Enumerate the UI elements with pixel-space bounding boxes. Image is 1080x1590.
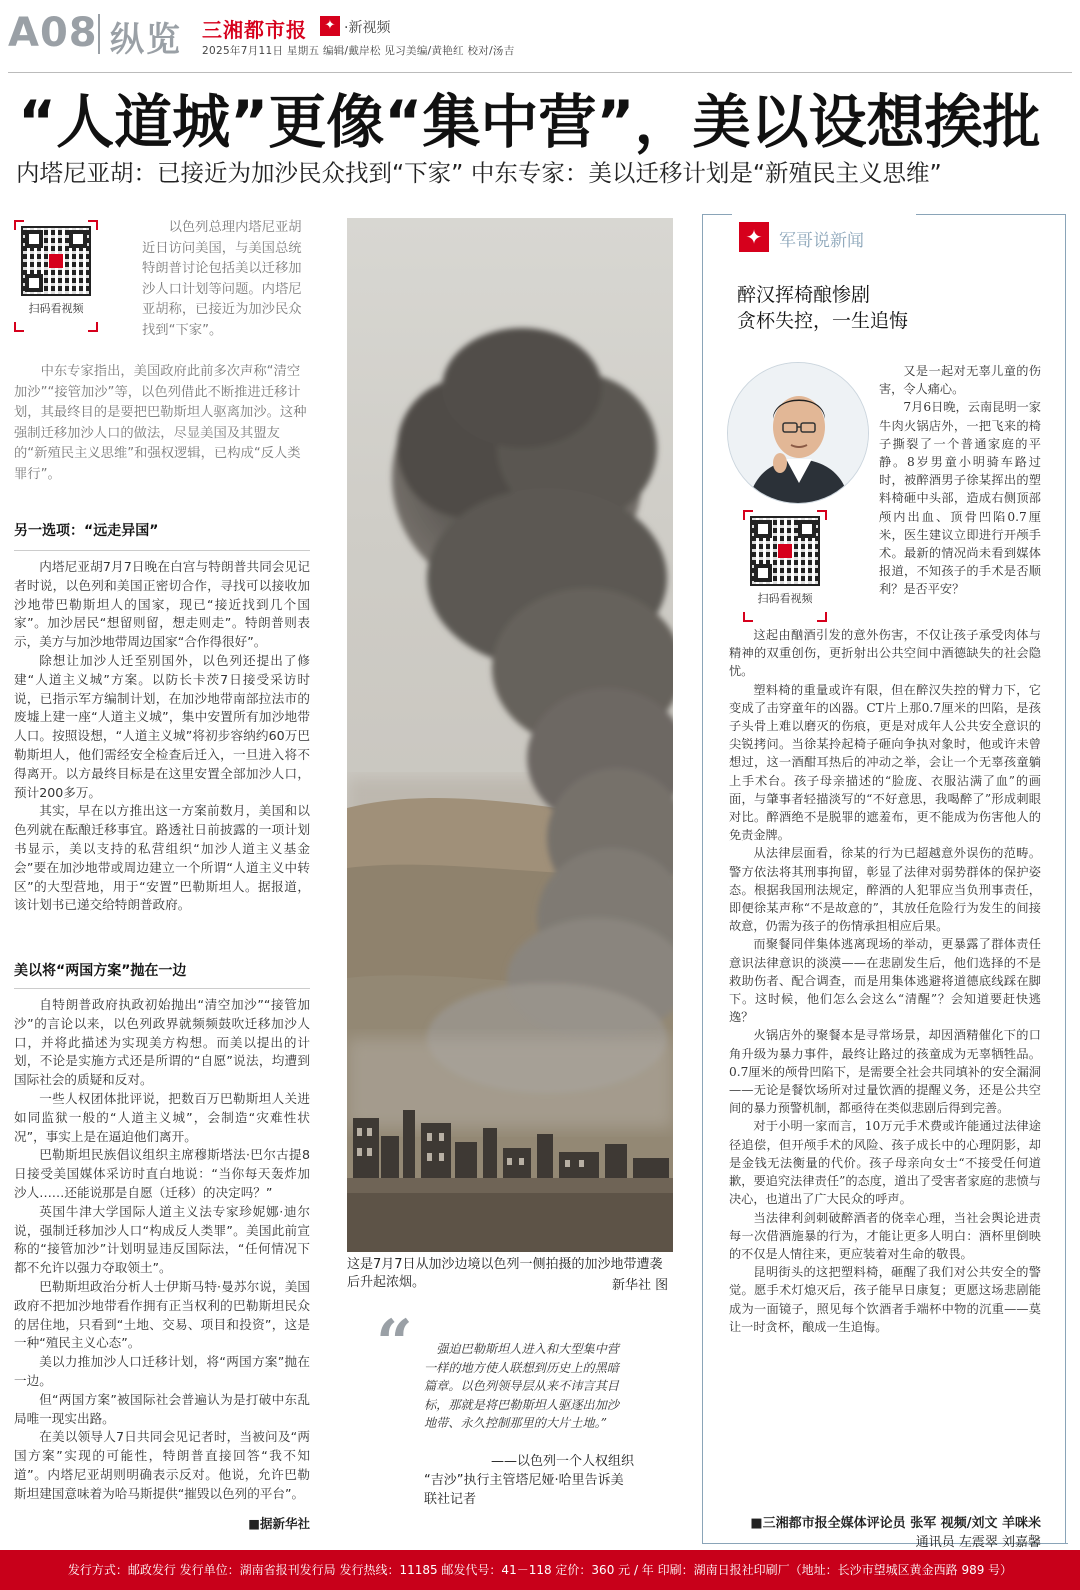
subheadline: 内塔尼亚胡：已接近为加沙民众找到“下家” 中东专家：美以迁移计划是“新殖民主义思维” bbox=[16, 159, 942, 187]
commentary-column bbox=[702, 214, 1066, 1550]
video-logo-icon: ✦ bbox=[320, 16, 340, 36]
paragraph: 7月6日晚，云南昆明一家牛肉火锅店外，一把飞来的椅子撕裂了一个普通家庭的平静。8岁男童小明骑车路过时，被醉酒男子徐某挥出的塑料椅砸中头部，造成右侧顶部颅内出血、顶骨凹陷0.7厘米，医生建议立即进行开颅手术。最新的情况尚未看到媒体报道，不知孩子的手术是否顺利？是否平安？ bbox=[879, 400, 1041, 597]
paragraph: 对于小明一家而言，10万元手术费或许能通过法律途径追偿，但开颅手术的风险、孩子成长中的心理阴影，却是金钱无法衡量的代价。孩子母亲向女士“不接受任何道歉，要追究法律责任”的态度，道出了受害者家庭的悲愤与决心，也道出了广大民众的呼声。 bbox=[729, 1119, 1041, 1207]
quote-mark-icon: “ bbox=[376, 1306, 413, 1381]
masthead-divider bbox=[98, 14, 100, 54]
masthead-rule bbox=[8, 72, 1072, 73]
pull-quote: 强迫巴勒斯坦人进入和大型集中营一样的地方使人联想到历史上的黑暗篇章。以色列领导层从来不讳言其目标，那就是将巴勒斯坦人驱逐出加沙地带、永久控制那里的大片土地。” bbox=[424, 1342, 619, 1431]
qr-code-block[interactable] bbox=[14, 220, 98, 332]
headline: “人道城”更像“集中营”，美以设想挨批 bbox=[18, 88, 1041, 156]
paragraph: 除想让加沙人迁至别国外，以色列还提出了修建“人道主义城”方案。以防长卡茨7日接受采访时说，已指示军方编制计划，在加沙地带南部拉法市的废墟上建一座“人道主义城”，集中安置所有加沙地带人口。按照设想，“人道主义城”将初步容纳约60万巴勒斯坦人，他们需经安全检查后迁入，一旦进入将不得离开。以方最终目标是在这里安置全部加沙人口，预计200多万。 bbox=[14, 652, 310, 800]
video-logo-text: ·新视频 bbox=[344, 20, 391, 36]
paragraph: 内塔尼亚胡7月7日晚在白宫与特朗普共同会见记者时说，以色列和美国正密切合作，寻找可以接收加沙地带巴勒斯坦人的国家，现已“接近找到几个国家”。加沙居民“想留则留，想走则走”。特朗普则表示，美方与加沙地带周边国家“合作得很好”。 bbox=[14, 559, 310, 650]
paragraph: 一些人权团体批评说，把数百万巴勒斯坦人关进如同监狱一般的“人道主义城”，会制造“灾难性状况”，事实上是在逼迫他们离开。 bbox=[14, 1090, 310, 1144]
article-source: ■据新华社 bbox=[244, 1514, 310, 1532]
paragraph: 自特朗普政府执政初始抛出“清空加沙”“接管加沙”的言论以来，以色列政界就频频鼓吹迁移加沙人口，并将此描述为实现美方构想。而美以提出的计划，不论是实施方式还是所谓的“自愿”说法，均遭到国际社会的质疑和反对。 bbox=[14, 997, 310, 1088]
commentary-byline bbox=[729, 1514, 1041, 1552]
commentary-title bbox=[737, 282, 1037, 334]
lead-paragraph-bottom bbox=[14, 362, 310, 485]
paragraph: 其实，早在以方推出这一方案前数月，美国和以色列就在酝酿迁移事宜。路透社日前披露的一项计划书显示，美以支持的私营组织“加沙人道主义基金会”要在加沙地带或周边建立一个所谓“人道主义中转区”的大型营地，用于“安置”巴勒斯坦人。据报道，该计划书已递交给特朗普政府。 bbox=[14, 803, 310, 913]
paragraph: 昆明街头的这把塑料椅，砸醒了我们对公共安全的警觉。愿手术灯熄灭后，孩子能早日康复；更愿这场悲剧能成为一面镜子，照见每个饮酒者手端杯中物的沉重——莫让一时贪杯，酿成一生追悔。 bbox=[729, 1265, 1041, 1334]
smoke-illustration bbox=[347, 218, 673, 1252]
paragraph: 在美以领导人7日共同会见记者时，当被问及“两国方案”实现的可能性，特朗普直接回答“我不知道”。内塔尼亚胡则明确表示反对。他说，允许巴勒斯坦建国意味着为哈马斯提供“摧毁以色列的平台”。 bbox=[14, 1429, 310, 1501]
qr-caption: 扫码看视频 bbox=[28, 302, 84, 315]
issue-meta: 2025年7月11日 星期五 编辑/戴岸松 见习美编/黄艳红 校对/汤吉 bbox=[202, 45, 515, 57]
page-number: A08 bbox=[8, 10, 98, 56]
paragraph: 英国牛津大学国际人道主义法专家珍妮娜·迪尔说，强制迁移加沙人口“构成反人类罪”。美国此前宣称的“接管加沙”计划明显违反国际法，“任何情况下都不允许以强力夺取领土”。 bbox=[14, 1203, 310, 1276]
paragraph: 巴勒斯坦民族倡议组织主席穆斯塔法·巴尔古提8日接受美国媒体采访时直白地说：“当你每天轰炸加沙人……还能说那是自愿（迁移）的决定吗？” bbox=[14, 1147, 310, 1200]
quote-attribution-line1: ——以色列一个人权组织 bbox=[490, 1454, 634, 1469]
commentary-intro bbox=[879, 362, 1041, 599]
photo-caption: 这是7月7日从加沙边境以色列一侧拍摄的加沙地带遭袭后升起浓烟。 bbox=[347, 1257, 663, 1290]
lead-text: 以色列总理内塔尼亚胡近日访问美国，与美国总统特朗普讨论包括美以迁移加沙人口计划等问题。内塔尼亚胡称，已接近为加沙民众找到“下家”。 bbox=[142, 220, 302, 338]
newspaper-name: 三湘都市报 bbox=[202, 18, 307, 42]
author-avatar bbox=[727, 362, 869, 504]
paragraph: 巴勒斯坦政治分析人士伊斯马特·曼苏尔说，美国政府不把加沙地带看作拥有正当权利的巴勒斯坦民众的居住地，只看到“土地、交易、项目和投资”，这是一种“殖民主义心态”。 bbox=[14, 1278, 310, 1351]
paragraph: 但“两国方案”被国际社会普遍认为是打破中东乱局唯一现实出路。 bbox=[14, 1391, 310, 1426]
qr-code-icon[interactable] bbox=[21, 226, 91, 296]
subhead-rule bbox=[14, 550, 310, 551]
title-line-2: 贪杯失控，一生追悔 bbox=[737, 310, 909, 332]
byline-line-2: 通讯员 左震翠 刘嘉馨 bbox=[915, 1535, 1041, 1550]
lead-text: 中东专家指出，美国政府此前多次声称“清空加沙”“接管加沙”等，以色列借此不断推进迁移计划，其最终目的是要把巴勒斯坦人驱离加沙。这种强制迁移加沙人口的做法，尽显美国及其盟友的“新殖民主义思维”和强权逻辑，已构成“反人类罪行”。 bbox=[14, 364, 307, 482]
title-line-1: 醉汉挥椅酿惨剧 bbox=[737, 284, 871, 306]
subhead-rule bbox=[14, 988, 310, 989]
paragraph: 火锅店外的聚餐本是寻常场景，却因酒精催化下的口角升级为暴力事件，最终让路过的孩童成为无辜牺牲品。0.7厘米的颅骨凹陷下，是需要全社会共同填补的安全漏洞——无论是餐饮场所对过量饮酒的提醒义务，还是公共空间的暴力预警机制，都亟待在类似悲剧后得到完善。 bbox=[729, 1028, 1041, 1116]
qr-code-block[interactable] bbox=[743, 510, 827, 622]
paragraph: 又是一起对无辜儿童的伤害，令人痛心。 bbox=[879, 364, 1041, 397]
news-photo-smoke bbox=[347, 218, 673, 1252]
paragraph: 从法律层面看，徐某的行为已超越意外误伤的范畴。警方依法将其刑事拘留，彰显了法律对弱势群体的保护姿态。根据我国刑法规定，醉酒的人犯罪应当负刑事责任，即便徐某声称“不是故意的”，其放任危险行为发生的间接故意，仍需为孩子的伤情承担相应后果。 bbox=[729, 846, 1041, 934]
commentary-body bbox=[729, 626, 1041, 1336]
photo-credit: 新华社 图 bbox=[612, 1278, 669, 1293]
paragraph: 这起由酗酒引发的意外伤害，不仅让孩子承受肉体与精神的双重创伤，更折射出公共空间中酒德缺失的社会隐忧。 bbox=[729, 628, 1041, 679]
paragraph: 塑料椅的重量或许有限，但在醉汉失控的臂力下，它变成了击穿童年的凶器。CT片上那0.7厘米的凹陷，是孩子头骨上难以磨灭的伤痕，更是对成年人公共安全意识的尖锐拷问。当徐某拎起椅子砸向争执对象时，他或许未曾想过，这一酒酣耳热后的冲动之举，会让一个无辜孩童躺上手术台。孩子母亲描述的“脸庞、衣服沾满了血”的画面，与肇事者轻描淡写的“不好意思，我喝醉了”形成刺眼对比。醉酒绝不是脱罪的遮羞布，更不能成为伤害他人的免责金牌。 bbox=[729, 682, 1041, 843]
column-name: 军哥说新闻 bbox=[779, 231, 864, 251]
publication-footer: 发行方式：邮政发行 发行单位：湖南省报刊发行局 发行热线：11185 邮发代号：41－118 定价：360 元 / 年 印刷：湖南日报社印刷厂（地址：长沙市望城区黄金西路 989 号） bbox=[0, 1550, 1080, 1590]
section-name: 纵览 bbox=[110, 20, 182, 60]
paragraph: 美以力推加沙人口迁移计划，将“两国方案”抛在一边。 bbox=[14, 1354, 310, 1388]
paragraph: 当法律利剑刺破醉酒者的侥幸心理，当社会舆论进责每一次借酒施暴的行为，才能让更多人明白：酒杯里倒映的不仅是人情往来，更应装着对生命的敬畏。 bbox=[729, 1210, 1041, 1261]
section-2-body bbox=[14, 996, 310, 1504]
masthead bbox=[0, 0, 1080, 78]
quote-attribution-line2: “吉沙”执行主管塔尼娅·哈里告诉美联社记者 bbox=[424, 1473, 624, 1507]
qr-code-icon[interactable] bbox=[750, 516, 820, 586]
subhead-1: 另一选项：“远走异国” bbox=[14, 523, 159, 539]
subhead-2: 美以将“两国方案”抛在一边 bbox=[14, 963, 187, 979]
lead-paragraph-top bbox=[142, 218, 310, 341]
byline-line-1: ■三湘都市报全媒体评论员 张军 视频/刘文 羊咪米 bbox=[750, 1516, 1041, 1531]
section-1-body bbox=[14, 558, 310, 915]
quote-attribution bbox=[424, 1452, 634, 1509]
author-portrait-icon bbox=[728, 363, 869, 504]
paragraph: 而聚餐同伴集体逃离现场的举动，更暴露了群体责任意识法律意识的淡漠——在悲剧发生后，他们选择的不是救助伤者、配合调查，而是用集体逃避将道德底线踩在脚下。这时候，他们怎么会这么“清醒”？会知道要赶快逃逸？ bbox=[729, 937, 1041, 1025]
column-logo-icon: ✦ bbox=[739, 222, 769, 252]
left-article-column bbox=[14, 210, 310, 1540]
qr-caption: 扫码看视频 bbox=[757, 592, 813, 605]
